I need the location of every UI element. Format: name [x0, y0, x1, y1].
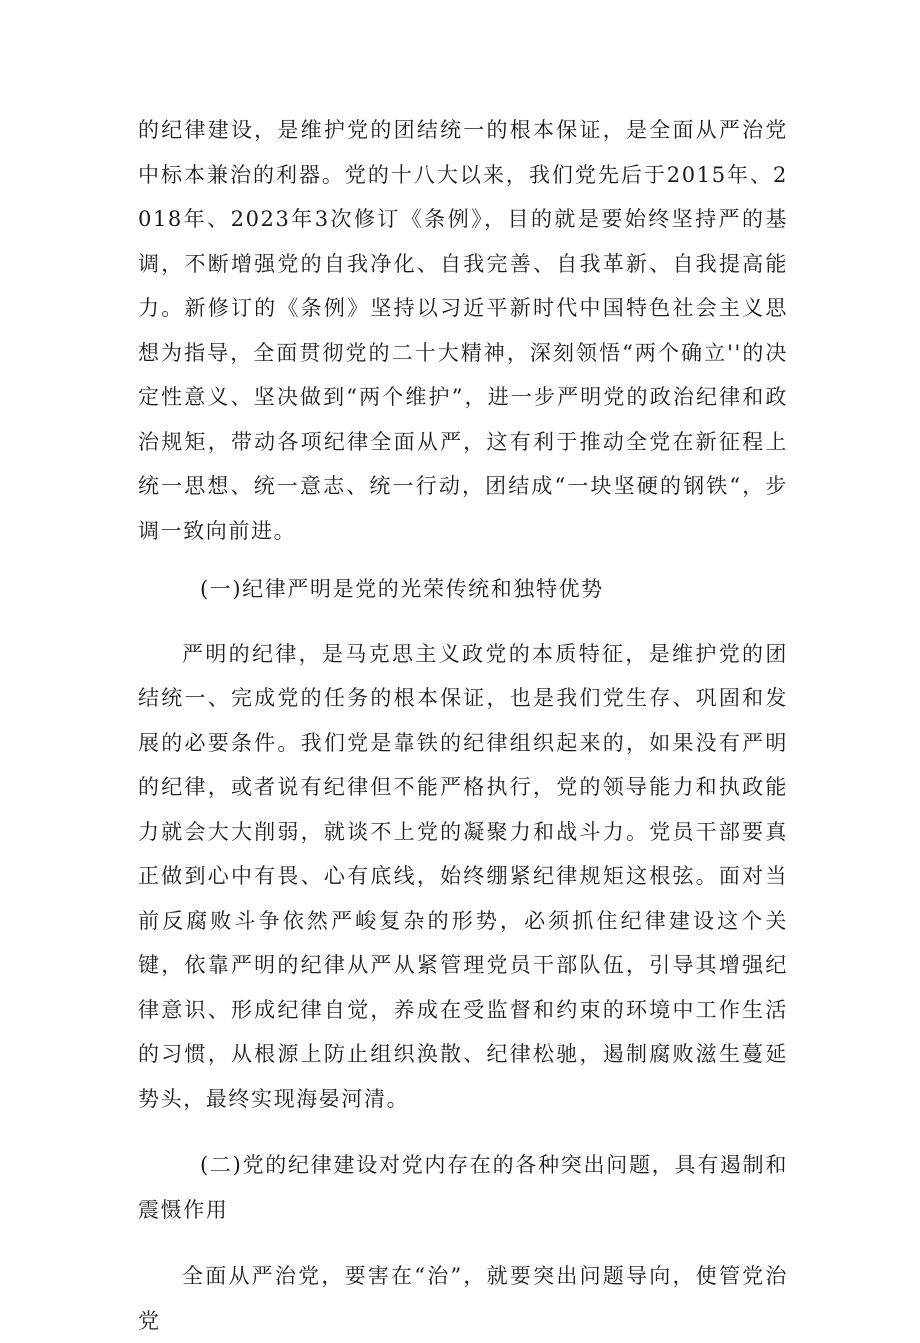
body-paragraph-3: 全面从严治党，要害在“治”，就要突出问题导向，使管党治党: [138, 1264, 788, 1333]
body-paragraph-1: 的纪律建设，是维护党的团结统一的根本保证，是全面从严治党中标本兼治的利器。党的十八大以来，我们党先后于2015年、2018年、2023年3次修订《条例》，目的就是要始终坚持严的基调，不断增强党的自我净化、自我完善、自我革新、自我提高能力。新修订的《条例》坚持以习近平新时代中国特色社会主义思想为指导，全面贯彻党的二十大精神，深刻领悟“两个确立''的决定性意义、坚决做到“两个维护”，进一步严明党的政治纪律和政治规矩，带动各项纪律全面从严，这有利于推动全党在新征程上统一思想、统一意志、统一行动，团结成“一块坚硬的钢铁“，步调一致向前进。: [138, 118, 788, 543]
body-paragraph-2: 严明的纪律，是马克思主义政党的本质特征，是维护党的团结统一、完成党的任务的根本保证，也是我们党生存、巩固和发展的必要条件。我们党是靠铁的纪律组织起来的，如果没有严明的纪律，或者说有纪律但不能严格执行，党的领导能力和执政能力就会大大削弱，就谈不上党的凝聚力和战斗力。党员干部要真正做到心中有畏、心有底线，始终绷紧纪律规矩这根弦。面对当前反腐败斗争依然严峻复杂的形势，必须抓住纪律建设这个关键，依靠严明的纪律从严从紧管理党员干部队伍，引导其增强纪律意识、形成纪律自觉，养成在受监督和约束的环境中工作生活的习惯，从根源上防止组织涣散、纪律松驰，遏制腐败滋生蔓延势头，最终实现海晏河清。: [138, 641, 788, 1111]
section-heading-1: (一)纪律严明是党的光荣传统和独特优势: [200, 577, 604, 601]
document-page: [138, 108, 788, 1343]
section-heading-2: (二)党的纪律建设对党内存在的各种突出问题，具有遏制和震慑作用: [138, 1153, 788, 1222]
